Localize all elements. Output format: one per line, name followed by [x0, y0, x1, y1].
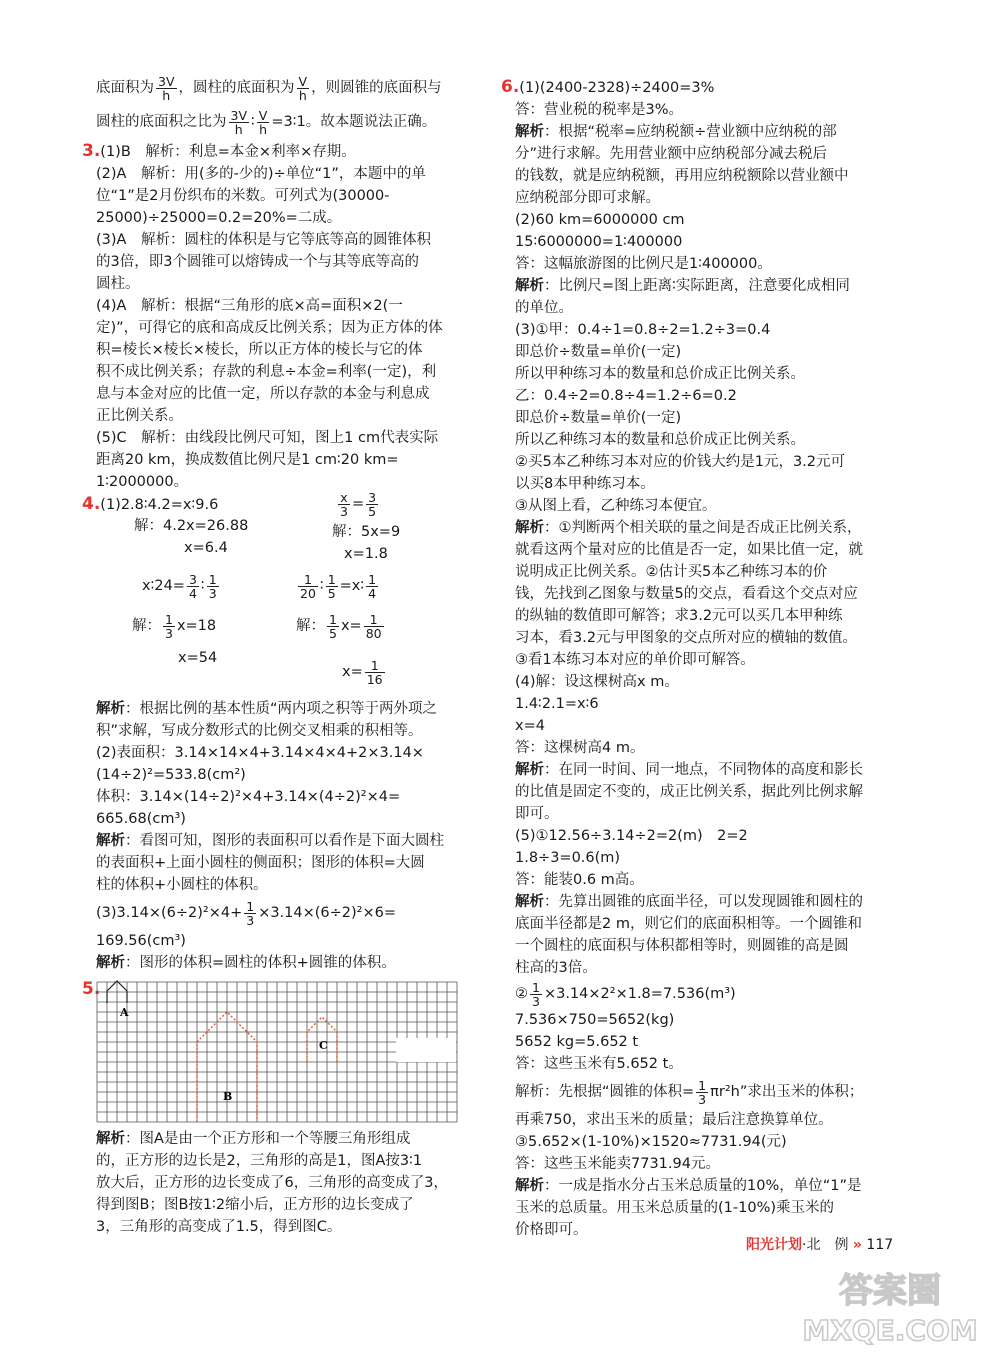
- q5-line: 解析：图A是由一个正方形和一个等腰三角形组成: [96, 1131, 411, 1147]
- q6-line: 1.4∶2.1=x∶6: [515, 696, 599, 712]
- label-a: A: [120, 1006, 129, 1019]
- q3-line: 圆柱。: [96, 276, 140, 292]
- q6-line: 5652 kg=5.652 t: [515, 1034, 639, 1050]
- q3-line: 25000)÷25000=0.2=20%=二成。: [96, 210, 342, 226]
- eq-line: 解： $\frac{1}{3}$ x=18: [132, 611, 217, 641]
- eq-line: $\frac{x}{3}$ = $\frac{3}{5}$: [340, 489, 377, 519]
- q6-line: 答：能装0.6 m高。: [515, 872, 644, 888]
- q6-line: ② $\frac{1}{3}$ ×3.14×2²×1.8=7.536(m³): [515, 979, 736, 1009]
- q4-line: 柱的体积+小圆柱的体积。: [96, 877, 268, 893]
- q6-line: 答：营业税的税率是3%。: [515, 102, 684, 118]
- q6-line: 所以甲种练习本的数量和总价成正比例关系。: [515, 366, 805, 382]
- eq-line: 解： $\frac{1}{5}$ x= $\frac{1}{80}$: [296, 611, 382, 641]
- q6-line: 价格即可。: [515, 1222, 588, 1238]
- analysis-label: 解析: [515, 520, 544, 536]
- q3-line: 息与本金对应的比值一定，所以存款的本金与利息成: [96, 386, 430, 402]
- analysis-label: 解析: [96, 1131, 125, 1147]
- scan-blank: [396, 1038, 456, 1062]
- q4-line: 解析：图形的体积=圆柱的体积+圆锥的体积。: [96, 955, 396, 971]
- q6-line: 底面半径都是2 m，则它们的底面积相等。一个圆锥和: [515, 916, 862, 932]
- q4-line: 解析：看图可知，图形的表面积可以看作是下面大圆柱: [96, 833, 444, 849]
- q6-line: 一个圆柱的底面积与体积都相等时，则圆锥的高是圆: [515, 938, 849, 954]
- q3-line: (4)A 解析：根据“三角形的底×高=面积×2(一: [96, 298, 403, 314]
- q4-line: 665.68(cm³): [96, 811, 186, 827]
- q4-line: 积”求解，写成分数形式的比例交叉相乘的积相等。: [96, 723, 423, 739]
- q3-line: 的3倍，即3个圆锥可以熔铸成一个与其等底等高的: [96, 254, 419, 270]
- q6-line: 的钱数，就是应纳税额，再用应纳税额除以营业额中: [515, 168, 849, 184]
- q5-line: 放大后，正方形的边长变成了6，三角形的高变成了3，: [96, 1175, 448, 1191]
- q6-line: 就看这两个量对应的比值是否一定，如果比值一定，就: [515, 542, 863, 558]
- q6-line: 答：这些玉米有5.652 t。: [515, 1056, 683, 1072]
- q6-line: (3)①甲：0.4÷1=0.8÷2=1.2÷3=0.4: [515, 322, 771, 338]
- proportion-equations: [82, 489, 501, 698]
- q4-number: 4.: [82, 494, 101, 514]
- q6-line: 答：这棵树高4 m。: [515, 740, 645, 756]
- analysis-label: 解析: [96, 833, 125, 849]
- double-arrow-icon: »: [852, 1237, 862, 1253]
- q3-line: (2)A 解析：用(多的-少的)÷单位“1”，本题中的单: [96, 166, 426, 182]
- q6-line: 玉米的总质量。用玉米总质量的(1-10%)乘玉米的: [515, 1200, 834, 1216]
- analysis-label: 解析: [96, 701, 125, 717]
- right-column: [501, 76, 945, 1241]
- q6-line: x=4: [515, 718, 545, 734]
- q6-line: 即可。: [515, 806, 559, 822]
- q6-line: 解析：先根据“圆锥的体积= $\frac{1}{3}$ πr²h”求出玉米的体积；: [515, 1077, 864, 1107]
- q5-number: 5.: [82, 979, 101, 999]
- q6-line: 解析：先算出圆锥的底面半径，可以发现圆锥和圆柱的: [515, 894, 863, 910]
- eq-line: x∶24= $\frac{3}{4}$ ∶ $\frac{1}{3}$: [142, 571, 217, 601]
- q6-line: 答：这幅旅游图的比例尺是1∶400000。: [515, 256, 772, 272]
- q6-line: 再乘750，求出玉米的质量；最后注意换算单位。: [515, 1112, 833, 1128]
- q6-line: 7.536×750=5652(kg): [515, 1012, 675, 1028]
- brand-name: 阳光计划: [746, 1237, 802, 1253]
- q6-line: 说明成正比例关系。②估计买5本乙种练习本的价: [515, 564, 828, 580]
- analysis-label: 解析: [515, 124, 544, 140]
- q4-line: (14÷2)²=533.8(cm²): [96, 767, 246, 783]
- eq-line: 4.(1)2.8∶4.2=x∶9.6: [82, 494, 219, 514]
- eq-line: $\frac{1}{20}$ ∶ $\frac{1}{5}$ =x∶ $\frac{1}{4}$: [300, 571, 377, 601]
- q4-line: (3)3.14×(6÷2)²×4+ $\frac{1}{3}$ ×3.14×(6÷2)²×6=: [96, 898, 397, 928]
- q6-line: 即总价÷数量=单价(一定): [515, 410, 682, 426]
- question-4: [82, 489, 501, 974]
- label-b: B: [223, 1090, 233, 1103]
- q6-line: (5)①12.56÷3.14÷2=2(m) 2=2: [515, 828, 748, 844]
- q6-line: ③从图上看，乙种练习本便宜。: [515, 498, 717, 514]
- eq-line: 解：4.2x=26.88: [134, 518, 249, 534]
- q6-line: 15∶6000000=1∶400000: [515, 234, 683, 250]
- q3-line: 1∶2000000。: [96, 474, 189, 490]
- q6-line: 习本，看3.2元与甲图象的交点所对应的横轴的数值。: [515, 630, 858, 646]
- q6-line: 柱高的3倍。: [515, 960, 597, 976]
- grid-figure: [82, 978, 464, 1128]
- q6-number: 6.: [501, 77, 520, 97]
- q6-line: ②买5本乙种练习本对应的价钱大约是1元，3.2元可: [515, 454, 846, 470]
- q3-line: (5)C 解析：由线段比例尺可知，图上1 cm代表实际: [96, 430, 439, 446]
- q3-line: (3)A 解析：圆柱的体积是与它等底等高的圆锥体积: [96, 232, 431, 248]
- q4-line: (2)表面积：3.14×14×4+3.14×4×4+2×3.14×: [96, 745, 424, 761]
- grid-svg: [96, 978, 464, 1128]
- q6-line: 钱，先找到乙图象与数量5的交点，看看这个交点对应: [515, 586, 858, 602]
- q6-line: (4)解：设这棵树高x m。: [515, 674, 679, 690]
- page-number: 117: [866, 1237, 894, 1253]
- top-line-1: 底面积为 $\frac{3V}{h}$ ，圆柱的底面积为 $\frac{V}{h}$ ，则圆锥的底面积与: [96, 73, 442, 103]
- q4-line: 体积：3.14×(14÷2)²×4+3.14×(4÷2)²×4=: [96, 789, 401, 805]
- q6-line: 答：这些玉米能卖7731.94元。: [515, 1156, 720, 1172]
- q6-line: 分”进行求解。先用营业额中应纳税部分减去税后: [515, 146, 828, 162]
- q3-line: 正比例关系。: [96, 408, 183, 424]
- watermark: [790, 1262, 990, 1350]
- eq-line: x=54: [178, 650, 218, 666]
- q6-line: 6.(1)(2400-2328)÷2400=3%: [501, 77, 715, 97]
- q6-line: 以买8本甲种练习本。: [515, 476, 655, 492]
- q5-line: 得到图B；图B按1∶2缩小后，正方形的边长变成了: [96, 1197, 414, 1213]
- q6-line: 应纳税部分即可求解。: [515, 190, 660, 206]
- q3-line: 积=棱长×棱长×棱长，所以正方体的棱长与它的体: [96, 342, 423, 358]
- q4-line: 169.56(cm³): [96, 933, 186, 949]
- q6-line: 解析：在同一时间、同一地点，不同物体的高度和影长: [515, 762, 863, 778]
- q6-line: 的纵轴的数值即可解答；求3.2元可以买几本甲种练: [515, 608, 843, 624]
- q6-line: 所以乙种练习本的数量和总价成正比例关系。: [515, 432, 805, 448]
- q6-line: (2)60 km=6000000 cm: [515, 212, 685, 228]
- q4-line: 解析：根据比例的基本性质“两内项之积等于两外项之: [96, 701, 438, 717]
- q3-line: 位“1”是2月份织布的米数。可列式为(30000-: [96, 188, 390, 204]
- left-column: [82, 72, 501, 1238]
- q3-line: 距离20 km，换成数值比例尺是1 cm∶20 km=: [96, 452, 399, 468]
- q6-line: 解析：①判断两个相关联的量之间是否成正比例关系，: [515, 520, 862, 536]
- question-5: [82, 978, 501, 1238]
- q3-line: 积不成比例关系；存款的利息÷本金=利率(一定)，利: [96, 364, 437, 380]
- q5-line: 3，三角形的高变成了1.5，得到图C。: [96, 1219, 342, 1235]
- q4-line: 的表面积+上面小圆柱的侧面积；图形的体积=大圆: [96, 855, 425, 871]
- q6-line: 解析：根据“税率=应纳税额÷营业额中应纳税的部: [515, 124, 837, 140]
- eq-line: x=1.8: [344, 546, 388, 562]
- q6-line: 的比值是固定不变的，成正比例关系，据此列比例求解: [515, 784, 863, 800]
- analysis-label: 解析: [515, 762, 544, 778]
- page-footer: [746, 1234, 893, 1254]
- q6-line: ③看1本练习本对应的单价即可解答。: [515, 652, 755, 668]
- question-3: [82, 140, 501, 493]
- q3-number: 3.: [82, 141, 101, 161]
- analysis-label: 解析: [96, 955, 125, 971]
- eq-line: x= $\frac{1}{16}$: [342, 657, 383, 687]
- q6-line: 的单位。: [515, 300, 573, 316]
- q6-line: 解析：比例尺=图上距离∶实际距离，注意要化成相同: [515, 278, 850, 294]
- label-c: C: [319, 1039, 328, 1052]
- eq-line: x=6.4: [184, 540, 228, 556]
- analysis-label: 解析: [515, 278, 544, 294]
- q3-line: 3.(1)B 解析：利息=本金×利率×存期。: [82, 141, 356, 161]
- q6-line: 即总价÷数量=单价(一定): [515, 344, 682, 360]
- q5-line: 的，正方形的边长是2，三角形的高是1，图A按3∶1: [96, 1153, 423, 1169]
- eq-line: 解：5x=9: [332, 524, 401, 540]
- analysis-label: 解析: [515, 894, 544, 910]
- svg-text:MXQE.COM: MXQE.COM: [802, 1314, 978, 1347]
- q6-line: 1.8÷3=0.6(m): [515, 850, 621, 866]
- top-line-2: 圆柱的底面积之比为 $\frac{3V}{h}$ ∶ $\frac{V}{h}$ =3∶1。故本题说法正确。: [96, 107, 437, 137]
- q6-line: ③5.652×(1-10%)×1520≈7731.94(元): [515, 1134, 787, 1150]
- q6-line: 乙：0.4÷2=0.8÷4=1.2÷6=0.2: [515, 388, 737, 404]
- q3-line: 定)”，可得它的底和高成反比例关系；因为正方体的体: [96, 320, 443, 336]
- footer-text: ·北 例: [802, 1237, 849, 1253]
- svg-text:答案圈: 答案圈: [839, 1271, 941, 1311]
- analysis-label: 解析: [515, 1178, 544, 1194]
- q6-line: 解析：一成是指水分占玉米总质量的10%，单位“1”是: [515, 1178, 862, 1194]
